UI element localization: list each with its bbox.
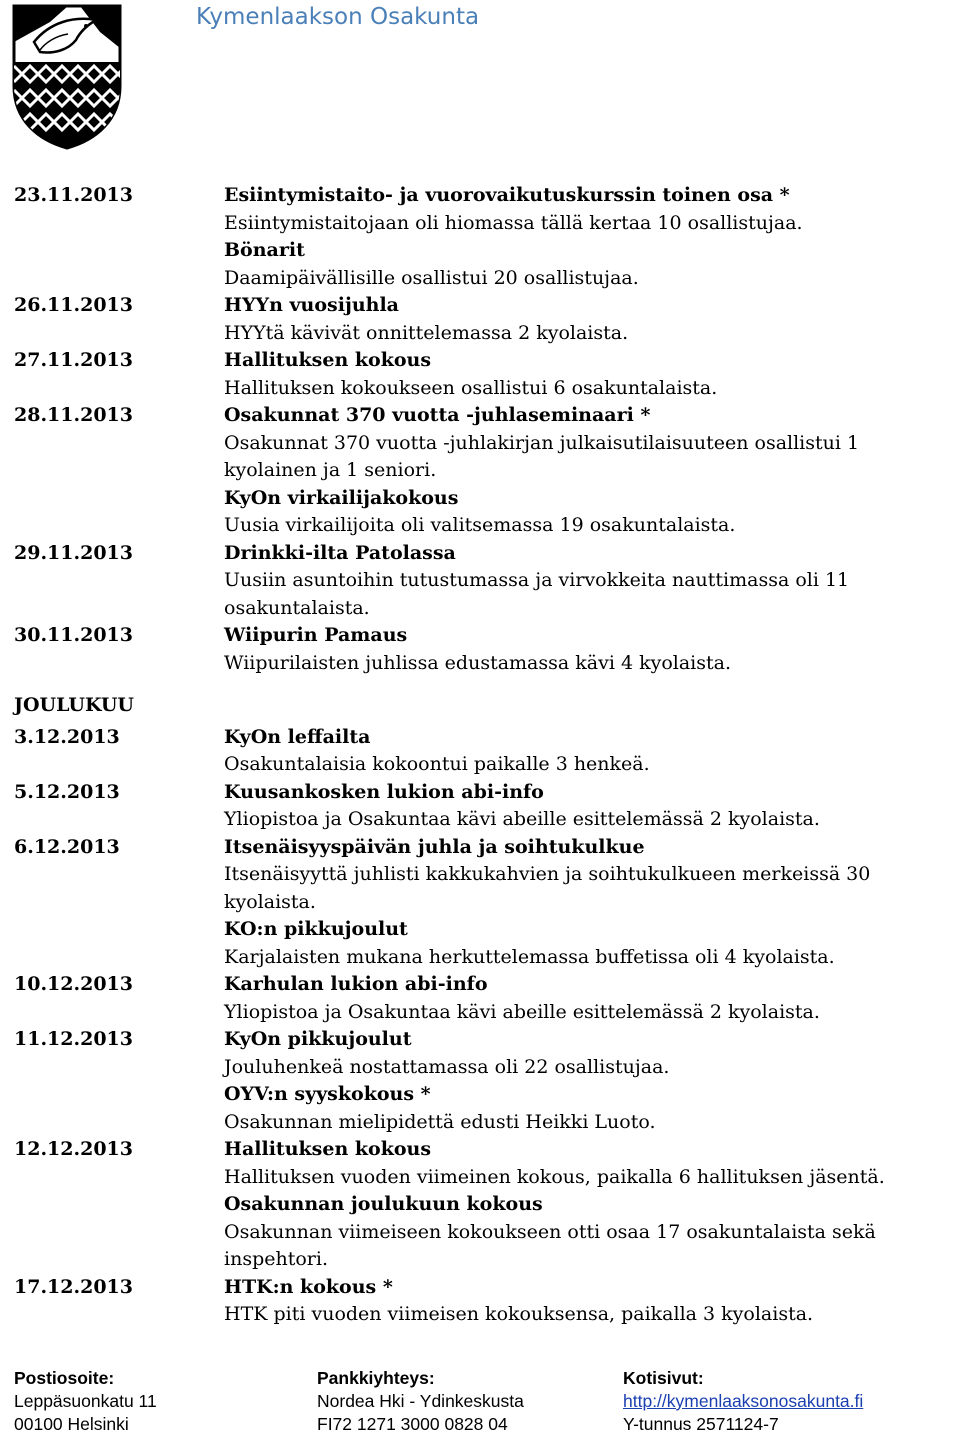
event-row [14, 1274, 949, 1302]
event-row [14, 1191, 949, 1219]
spacer [14, 512, 224, 540]
footer-address-line1: Leppäsuonkatu 11 [14, 1391, 157, 1411]
event-description: Osakuntalaisia kokoontui paikalle 3 henkeä. [224, 753, 650, 775]
event-description-row [14, 512, 949, 540]
event-title: Kuusankosken lukion abi-info [224, 780, 544, 803]
event-date: 11.12.2013 [14, 1028, 133, 1050]
event-description-row [14, 751, 949, 779]
spacer [14, 751, 224, 779]
event-description-row [14, 1054, 949, 1082]
footer-bank [317, 1367, 524, 1436]
event-date: 27.11.2013 [14, 349, 133, 371]
spacer [14, 1164, 224, 1192]
spacer [14, 375, 224, 403]
org-name: Kymenlaakson Osakunta [196, 4, 480, 30]
event-description: Yliopistoa ja Osakuntaa kävi abeille esittelemässä 2 kyolaista. [224, 808, 820, 830]
event-description: HYYtä kävivät onnittelemassa 2 kyolaista. [224, 321, 629, 344]
event-row [14, 1081, 949, 1109]
footer-address-line2: 00100 Helsinki [14, 1414, 129, 1434]
event-row [14, 485, 949, 513]
event-description: Osakunnan mielipidettä edusti Heikki Luoto. [224, 1110, 656, 1133]
event-description: Yliopistoa ja Osakuntaa kävi abeille esittelemässä 2 kyolaista. [224, 1000, 820, 1023]
event-description-row [14, 265, 949, 293]
event-title: Drinkki-ilta Patolassa [224, 541, 456, 564]
event-title: Esiintymistaito- ja vuorovaikutuskurssin toinen osa * [224, 184, 790, 206]
event-description: Daamipäivällisille osallistui 20 osallistujaa. [224, 266, 639, 289]
event-log [14, 182, 949, 1329]
month-heading-december: JOULUKUU [14, 694, 134, 716]
spacer [14, 650, 224, 678]
event-title: HTK:n kokous * [224, 1275, 393, 1298]
event-description-row [14, 650, 949, 678]
event-row [14, 834, 949, 862]
event-row [14, 724, 949, 752]
event-date: 17.12.2013 [14, 1275, 133, 1298]
event-date: 23.11.2013 [14, 184, 133, 206]
footer-address-heading: Postiosoite: [14, 1368, 115, 1388]
event-row [14, 347, 949, 375]
event-title: Hallituksen kokous [224, 349, 432, 371]
event-date [14, 485, 224, 513]
event-title: Wiipurin Pamaus [224, 624, 408, 646]
spacer [14, 430, 224, 485]
event-title: Osakunnat 370 vuotta -juhlaseminaari * [224, 404, 651, 426]
event-row [14, 1026, 949, 1054]
event-date: 12.12.2013 [14, 1138, 133, 1160]
december-events [14, 724, 949, 1329]
event-title: Karhulan lukion abi-info [224, 973, 488, 995]
event-row [14, 622, 949, 650]
footer-bank-line2: FI72 1271 3000 0828 04 [317, 1414, 508, 1434]
spacer [14, 1219, 224, 1274]
event-description: Uusiin asuntoihin tutustumassa ja virvokkeita nauttimassa oli 11 osakuntalaista. [224, 569, 850, 619]
event-description: Itsenäisyyttä juhlisti kakkukahvien ja soihtukulkueen merkeissä 30 kyolaista. [224, 863, 871, 913]
event-row [14, 971, 949, 999]
event-description: Uusia virkailijoita oli valitsemassa 19 osakuntalaista. [224, 514, 736, 536]
event-description: Osakunnan viimeiseen kokoukseen otti osaa 17 osakuntalaista sekä inspehtori. [224, 1220, 876, 1270]
event-row [14, 1136, 949, 1164]
event-description-row [14, 999, 949, 1027]
event-title: Bönarit [224, 239, 305, 261]
spacer [14, 1109, 224, 1137]
spacer [14, 944, 224, 972]
website-link[interactable]: http://kymenlaaksonosakunta.fi [623, 1391, 864, 1411]
footer-web [623, 1367, 863, 1436]
event-description: Esiintymistaitojaan oli hiomassa tällä kertaa 10 osallistujaa. [224, 211, 803, 234]
event-description: Wiipurilaisten juhlissa edustamassa kävi 4 kyolaista. [224, 651, 731, 674]
spacer [14, 567, 224, 622]
spacer [14, 1301, 224, 1329]
event-row [14, 402, 949, 430]
spacer [14, 265, 224, 293]
spacer [14, 1054, 224, 1082]
event-description-row [14, 1301, 949, 1329]
event-description: Osakunnat 370 vuotta -juhlakirjan julkaisutilaisuuteen osallistui 1 kyolainen ja 1 seniori. [224, 431, 860, 481]
footer-web-heading: Kotisivut: [623, 1368, 704, 1388]
event-description-row [14, 375, 949, 403]
event-description-row [14, 1164, 949, 1192]
event-date: 5.12.2013 [14, 780, 120, 803]
event-row [14, 182, 949, 210]
event-title: HYYn vuosijuhla [224, 294, 399, 316]
event-row [14, 237, 949, 265]
event-title: Itsenäisyyspäivän juhla ja soihtukulkue [224, 835, 645, 858]
event-description: Hallituksen vuoden viimeinen kokous, paikalla 6 hallituksen jäsentä. [224, 1165, 885, 1188]
event-description-row [14, 210, 949, 238]
event-title: KO:n pikkujoulut [224, 918, 408, 940]
event-description-row [14, 430, 949, 485]
event-date: 28.11.2013 [14, 404, 133, 426]
event-row [14, 292, 949, 320]
spacer [14, 861, 224, 916]
event-title: KyOn pikkujoulut [224, 1028, 412, 1050]
event-title: KyOn leffailta [224, 725, 371, 748]
event-description-row [14, 567, 949, 622]
event-description-row [14, 1109, 949, 1137]
event-description: Karjalaisten mukana herkuttelemassa buffetissa oli 4 kyolaista. [224, 945, 835, 968]
event-date [14, 1191, 224, 1219]
event-date: 26.11.2013 [14, 294, 133, 316]
event-description-row [14, 1219, 949, 1274]
event-date [14, 916, 224, 944]
event-row [14, 540, 949, 568]
spacer [14, 806, 224, 834]
event-date [14, 1081, 224, 1109]
event-title: Osakunnan joulukuun kokous [224, 1193, 543, 1215]
event-description: HTK piti vuoden viimeisen kokouksensa, paikalla 3 kyolaista. [224, 1303, 814, 1325]
footer-business-id: Y-tunnus 2571124-7 [623, 1414, 779, 1434]
event-row [14, 779, 949, 807]
event-row [14, 916, 949, 944]
footer-bank-heading: Pankkiyhteys: [317, 1368, 435, 1388]
event-description-row [14, 320, 949, 348]
coat-of-arms-logo [10, 2, 124, 150]
event-date: 3.12.2013 [14, 725, 120, 748]
november-events [14, 182, 949, 677]
event-date [14, 237, 224, 265]
event-description: Hallituksen kokoukseen osallistui 6 osakuntalaista. [224, 376, 718, 399]
footer-address [14, 1367, 157, 1436]
event-description-row [14, 861, 949, 916]
footer-bank-line1: Nordea Hki - Ydinkeskusta [317, 1391, 524, 1411]
event-date: 6.12.2013 [14, 835, 120, 858]
event-description-row [14, 944, 949, 972]
spacer [14, 210, 224, 238]
spacer [14, 999, 224, 1027]
event-title: Hallituksen kokous [224, 1138, 432, 1160]
event-description: Jouluhenkeä nostattamassa oli 22 osallistujaa. [224, 1055, 670, 1078]
event-date: 29.11.2013 [14, 541, 133, 564]
event-title: KyOn virkailijakokous [224, 486, 459, 509]
event-title: OYV:n syyskokous * [224, 1083, 431, 1105]
event-date: 10.12.2013 [14, 973, 133, 995]
spacer [14, 320, 224, 348]
event-date: 30.11.2013 [14, 624, 133, 646]
event-description-row [14, 806, 949, 834]
